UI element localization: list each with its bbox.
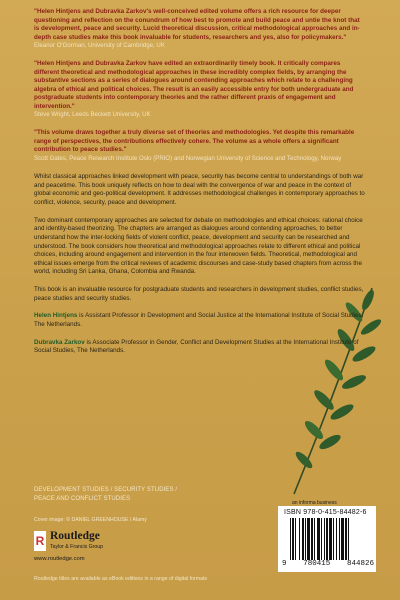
cover-text bbox=[34, 8, 366, 365]
ebook-note: Routledge titles are available as eBook editions in a range of digital formats bbox=[34, 576, 208, 582]
isbn-barcode-panel bbox=[278, 506, 376, 572]
subject-line: PEACE AND CONFLICT STUDIES bbox=[34, 495, 131, 502]
barcode-digit-group: 780415 bbox=[303, 560, 331, 568]
quote-text: "Helen Hintjens and Dubravka Zarkov's well-conceived edited volume offers a rich resource for deeper questioning and reflection on the conundrum of how best to promote and build peace and untie the knot that is development, peace and security. Lucid theoretical discussion, critical methodological approaches and in-depth case studies make this book invaluable for students, researchers and yes, also for policymakers." bbox=[34, 8, 360, 41]
endorsement-quote bbox=[34, 60, 366, 119]
isbn-label: ISBN 978-0-415-84482-6 bbox=[284, 509, 367, 516]
quote-author bbox=[34, 42, 366, 50]
editor-name: Helen Hintjens bbox=[34, 312, 78, 320]
author-affiliation: University of Cambridge, UK bbox=[86, 42, 165, 49]
endorsement-quote bbox=[34, 129, 366, 163]
author-name: Eleanor O'Gorman, bbox=[34, 42, 87, 49]
barcode-digit-group: 844826 bbox=[346, 560, 374, 568]
description-paragraph: This book is an invaluable resource for postgraduate students and researchers in development studies, conflict studies, peace studies and security studies. bbox=[34, 286, 364, 302]
author-affiliation: Peace Research Institute Oslo (PRIO) and Norwegian University of Science and Technology, Norway bbox=[67, 154, 342, 162]
description-paragraph: Whilst classical approaches linked development with peace, security has become central to understandings of both war and peacetime. This book uniquely reflects on how to deal with the convergence of war and peace in the context of global economic and geo-political development. It addresses methodological challenges in contemporary approaches to conflict, violence, security, peace and development. bbox=[34, 173, 365, 207]
barcode-digits bbox=[282, 560, 374, 568]
quote-text: "Helen Hintjens and Dubravka Zarkov have edited an extraordinarily timely book. It critically compares different theoretical and methodological approaches in these incredibly complex fields, by arranging the substantive sections as a series of dialogues around contending approaches which relate to a challenging algebra of ethical and political choices. The result is an easily accessible entry for both undergraduate and postgraduate students into contemporary theories and the rather different praxis of engagement and intervention." bbox=[34, 60, 354, 110]
quote-author bbox=[34, 155, 366, 163]
informa-business-label: an informa business bbox=[292, 500, 337, 506]
author-affiliation: Leeds Beckett University, UK bbox=[70, 111, 151, 119]
routledge-logo bbox=[34, 531, 103, 551]
description-paragraph: Two dominant contemporary approaches are selected for debate on methodologies and ethical choices: rational choice and identity-based theorizing. The chapters are arranged as dialogues around contending approaches, to better understand how the inter-locking fields of violent conflict, peace, development and security can be researched and understood. The book considers how theoretical and methodological approaches relate to different ethical and political choices, including around engagement and intervention in the four interwoven fields. Theoretical, methodological and ethical issues emerge from the critical reviews of academic discourses and case-study based chapters from across the world, including Sri Lanka, Ghana, Colombia and Rwanda. bbox=[34, 216, 363, 276]
barcode-digit-group: 9 bbox=[282, 560, 287, 568]
routledge-r-icon: R bbox=[34, 531, 46, 551]
subject-categories bbox=[34, 486, 177, 503]
subject-line: DEVELOPMENT STUDIES / SECURITY STUDIES / bbox=[34, 487, 178, 493]
endorsement-quote bbox=[34, 8, 366, 50]
publisher-wordmark bbox=[50, 531, 103, 550]
author-name: Steve Wright, bbox=[34, 111, 71, 119]
author-name: Scott Gates, bbox=[34, 154, 68, 162]
publisher-name: Routledge bbox=[50, 530, 100, 542]
quote-text: "This volume draws together a truly diverse set of theories and methodologies. Yet despite this remarkable range of perspectives, the contributions effectively cohere. The volume as a whole offers a significant contribution to peace studies." bbox=[34, 129, 355, 154]
publisher-website[interactable]: www.routledge.com bbox=[34, 556, 85, 562]
cover-image-credit: Cover image: © DANIEL GREENHOUSE / Alamy bbox=[34, 517, 147, 523]
editor-bio-text: is Associate Professor in Gender, Conflict and Development Studies at the International Institute of Social Studies, The Netherlands. bbox=[34, 338, 359, 355]
publisher-group: Taylor & Francis Group bbox=[50, 543, 104, 550]
quote-author bbox=[34, 111, 366, 119]
editor-bio bbox=[34, 339, 366, 356]
barcode-icon bbox=[290, 518, 372, 560]
editor-bio bbox=[34, 312, 366, 329]
editor-bio-text: is Assistant Professor in Development and Social Justice at the International Institute of Social Studies, The Netherlands. bbox=[34, 312, 364, 328]
editor-name: Dubravka Zarkov bbox=[34, 338, 85, 346]
